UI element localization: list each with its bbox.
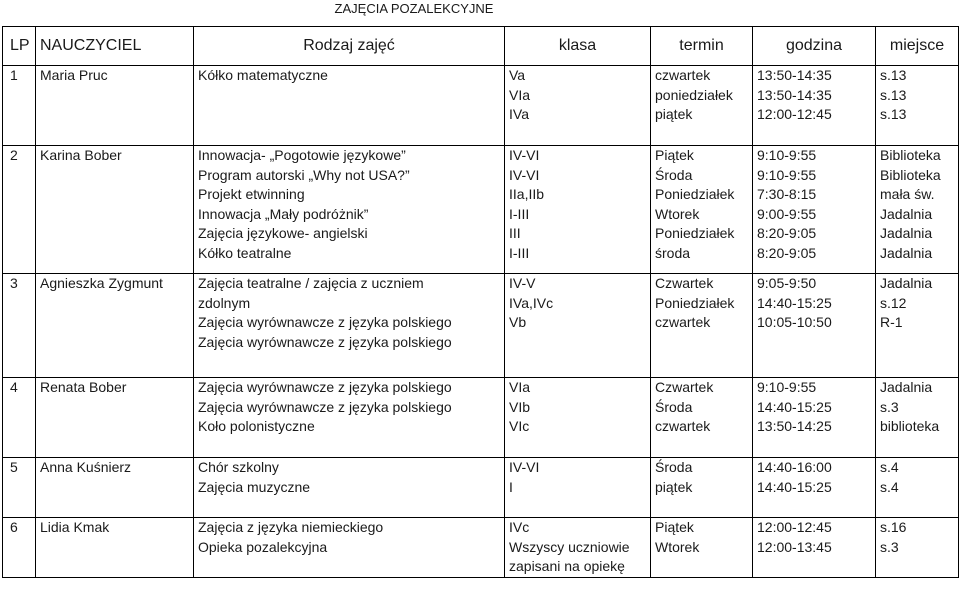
hours-line: 14:40-16:00 <box>757 459 832 475</box>
days-line: czwartek <box>655 418 711 435</box>
table-row <box>3 518 959 578</box>
activities-line: Kółko teatralne <box>198 244 292 261</box>
places-line: Jadalnia <box>880 244 933 261</box>
cell-places <box>876 518 959 578</box>
header-activity-type: Rodzaj zajęć <box>194 27 505 66</box>
days-line: Środa <box>655 459 693 475</box>
header-row <box>3 27 959 66</box>
days-line: Środa <box>655 166 693 183</box>
days-line: Poniedziałek <box>655 186 735 203</box>
table-row <box>3 274 959 378</box>
cell-hours <box>753 458 876 518</box>
cell-teacher: Maria Pruc <box>36 66 194 146</box>
activities-line: Koło polonistyczne <box>198 418 315 435</box>
hours-line: 12:00-12:45 <box>757 106 832 123</box>
activities-line: Zajęcia teatralne / zajęcia z uczniem <box>198 275 424 291</box>
places-line: s.3 <box>880 538 899 555</box>
classes-line: Wszyscy uczniowie <box>509 538 630 555</box>
cell-days <box>651 66 753 146</box>
cell-teacher: Anna Kuśnierz <box>36 458 194 518</box>
cell-activities <box>194 66 505 146</box>
activities-line: Innowacja- „Pogotowie językowe” <box>198 147 406 163</box>
activities-line: zdolnym <box>198 294 251 311</box>
classes-line: VIa <box>509 379 531 395</box>
days-line: czwartek <box>655 67 711 83</box>
header-day: termin <box>651 27 753 66</box>
places-line: Jadalnia <box>880 275 933 291</box>
classes-line: IV-VI <box>509 147 540 163</box>
activities-line: Zajęcia muzyczne <box>198 478 311 495</box>
days-line: piątek <box>655 478 693 495</box>
cell-hours <box>753 378 876 458</box>
table-row <box>3 66 959 146</box>
activities-line: Kółko matematyczne <box>198 67 328 83</box>
classes-line: I <box>509 478 513 495</box>
days-line: Wtorek <box>655 205 700 222</box>
cell-places <box>876 146 959 274</box>
cell-days <box>651 518 753 578</box>
cell-hours <box>753 274 876 378</box>
days-line: środa <box>655 244 691 261</box>
classes-line: IV-V <box>509 275 536 291</box>
cell-days <box>651 146 753 274</box>
header-place: miejsce <box>876 27 959 66</box>
hours-line: 13:50-14:35 <box>757 67 832 83</box>
activities-table <box>2 26 959 578</box>
activities-line: Zajęcia wyrównawcze z języka polskiego <box>198 398 452 415</box>
days-line: piątek <box>655 106 693 123</box>
classes-line: IIa,IIb <box>509 186 545 203</box>
hours-line: 9:10-9:55 <box>757 379 817 395</box>
hours-line: 10:05-10:50 <box>757 314 832 331</box>
classes-line: VIb <box>509 398 531 415</box>
days-line: poniedziałek <box>655 86 733 103</box>
cell-teacher: Karina Bober <box>36 146 194 274</box>
cell-hours <box>753 146 876 274</box>
cell-days <box>651 458 753 518</box>
cell-hours <box>753 518 876 578</box>
days-line: Piątek <box>655 519 694 535</box>
days-line: Czwartek <box>655 275 714 291</box>
page-title: ZAJĘCIA POZALEKCYJNE <box>334 1 494 16</box>
activities-line: Opieka pozalekcyjna <box>198 538 328 555</box>
hours-line: 14:40-15:25 <box>757 294 832 311</box>
places-line: s.4 <box>880 459 899 475</box>
cell-lp: 4 <box>3 378 36 458</box>
cell-lp: 5 <box>3 458 36 518</box>
cell-lp: 3 <box>3 274 36 378</box>
places-line: s.13 <box>880 67 907 83</box>
hours-line: 12:00-12:45 <box>757 519 832 535</box>
days-line: Wtorek <box>655 538 700 555</box>
hours-line: 14:40-15:25 <box>757 398 832 415</box>
hours-line: 13:50-14:25 <box>757 418 832 435</box>
classes-line: IVc <box>509 519 530 535</box>
classes-line: VIc <box>509 418 530 435</box>
table-row <box>3 146 959 274</box>
cell-classes <box>505 274 651 378</box>
places-line: s.3 <box>880 398 899 415</box>
places-line: s.16 <box>880 519 907 535</box>
cell-activities <box>194 146 505 274</box>
cell-classes <box>505 518 651 578</box>
classes-line: IV-VI <box>509 166 540 183</box>
classes-line: Va <box>509 67 526 83</box>
cell-places <box>876 274 959 378</box>
cell-teacher: Lidia Kmak <box>36 518 194 578</box>
cell-lp: 2 <box>3 146 36 274</box>
hours-line: 7:30-8:15 <box>757 186 817 203</box>
places-line: Biblioteka <box>880 166 941 183</box>
activities-line: Innowacja „Mały podróżnik” <box>198 205 369 222</box>
activities-line: Zajęcia wyrównawcze z języka polskiego <box>198 333 452 350</box>
places-line: Jadalnia <box>880 225 933 242</box>
header-class: klasa <box>505 27 651 66</box>
cell-activities <box>194 378 505 458</box>
days-line: czwartek <box>655 314 711 331</box>
activities-line: Program autorski „Why not USA?” <box>198 166 410 183</box>
header-hour: godzina <box>753 27 876 66</box>
classes-line: IVa,IVc <box>509 294 554 311</box>
activities-line: Zajęcia wyrównawcze z języka polskiego <box>198 379 452 395</box>
places-line: biblioteka <box>880 418 940 435</box>
hours-line: 9:10-9:55 <box>757 147 817 163</box>
classes-line: Vb <box>509 314 527 331</box>
places-line: s.4 <box>880 478 899 495</box>
cell-activities <box>194 518 505 578</box>
places-line: mała św. <box>880 186 935 203</box>
classes-line: IV-VI <box>509 459 540 475</box>
places-line: s.12 <box>880 294 907 311</box>
cell-days <box>651 274 753 378</box>
activities-line: Zajęcia językowe- angielski <box>198 225 368 242</box>
hours-line: 14:40-15:25 <box>757 478 832 495</box>
activities-line: Projekt etwinning <box>198 186 305 203</box>
cell-classes <box>505 146 651 274</box>
cell-classes <box>505 66 651 146</box>
classes-line: III <box>509 225 521 242</box>
classes-line: VIa <box>509 86 531 103</box>
cell-places <box>876 66 959 146</box>
classes-line: IVa <box>509 106 529 123</box>
cell-days <box>651 378 753 458</box>
hours-line: 13:50-14:35 <box>757 86 832 103</box>
places-line: Jadalnia <box>880 379 933 395</box>
places-line: Jadalnia <box>880 205 933 222</box>
cell-places <box>876 378 959 458</box>
header-teacher: NAUCZYCIEL <box>36 27 194 66</box>
table-row <box>3 378 959 458</box>
cell-activities <box>194 274 505 378</box>
cell-activities <box>194 458 505 518</box>
classes-line: zapisani na opiekę <box>509 558 625 575</box>
places-line: s.13 <box>880 86 907 103</box>
cell-teacher: Renata Bober <box>36 378 194 458</box>
places-line: s.13 <box>880 106 907 123</box>
days-line: Poniedziałek <box>655 294 735 311</box>
hours-line: 8:20-9:05 <box>757 244 817 261</box>
table-row <box>3 458 959 518</box>
places-line: Biblioteka <box>880 147 941 163</box>
cell-hours <box>753 66 876 146</box>
activities-line: Zajęcia wyrównawcze z języka polskiego <box>198 314 452 331</box>
hours-line: 12:00-13:45 <box>757 538 832 555</box>
days-line: Poniedziałek <box>655 225 735 242</box>
cell-classes <box>505 458 651 518</box>
days-line: Czwartek <box>655 379 714 395</box>
hours-line: 9:10-9:55 <box>757 166 817 183</box>
activities-line: Zajęcia z języka niemieckiego <box>198 519 384 535</box>
cell-lp: 6 <box>3 518 36 578</box>
cell-teacher: Agnieszka Zygmunt <box>36 274 194 378</box>
header-lp: LP <box>3 27 36 66</box>
cell-places <box>876 458 959 518</box>
days-line: Środa <box>655 398 693 415</box>
hours-line: 9:00-9:55 <box>757 205 817 222</box>
activities-line: Chór szkolny <box>198 459 279 475</box>
days-line: Piątek <box>655 147 694 163</box>
classes-line: I-III <box>509 244 530 261</box>
cell-lp: 1 <box>3 66 36 146</box>
hours-line: 8:20-9:05 <box>757 225 817 242</box>
places-line: R-1 <box>880 314 903 331</box>
cell-classes <box>505 378 651 458</box>
hours-line: 9:05-9:50 <box>757 275 817 291</box>
classes-line: I-III <box>509 205 530 222</box>
